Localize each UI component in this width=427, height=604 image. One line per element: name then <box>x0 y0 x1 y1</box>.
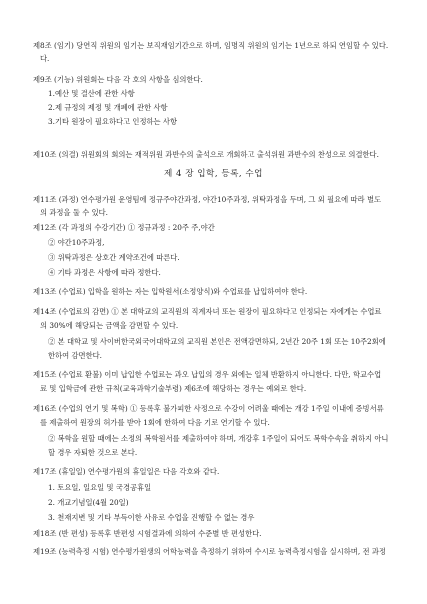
article-17-line: 제17조 (휴일일) 연수평가원의 휴일일은 다음 각호와 같다. <box>33 467 220 476</box>
article-17-item-3: 3. 천재지변 및 기타 부득이한 사유로 수업을 진행할 수 없는 경우 <box>48 513 255 522</box>
article-16-line-1: 제16조 (수업의 연기 및 복학) ① 등록후 불가피한 사정으로 수강이 어려울 때에는 개강 1주일 이내에 증빙서류 <box>33 404 384 413</box>
chapter-heading: 제 4 장 입학, 등록, 수업 <box>163 169 263 179</box>
article-11-line-2: 의 과정을 둘 수 있다. <box>40 208 108 217</box>
article-8-line-2: 다. <box>40 54 50 63</box>
article-9-item-3: 3.기타 원장이 필요하다고 인정하는 사항 <box>48 117 178 126</box>
article-14-line-2: 의 30%에 해당되는 금액을 감면할 수 있다. <box>40 321 179 330</box>
article-15-line-1: 제15조 (수업료 환불) 이미 납입한 수업료는 과오 납입의 경우 외에는 일체 반환하지 아니한다. 다만, 학교수업 <box>33 370 382 379</box>
article-17-item-1: 1. 토요일, 일요일 및 국경공휴일 <box>48 483 152 492</box>
article-17-item-2: 2. 개교기념일(4월 20일) <box>48 498 129 507</box>
article-12-line: 제12조 (각 과정의 수강기간) ① 정규과정 : 20주 주,야간 <box>33 223 215 232</box>
article-12-item-2: ② 야간10주과정, <box>48 238 105 247</box>
article-16-line-2: 를 제출하여 원장의 허가를 받아 1회에 한하여 다음 기로 연기할 수 있다. <box>40 418 270 427</box>
article-9-item-1: 1.예산 및 결산에 관한 사항 <box>48 89 135 98</box>
article-19-line: 제19조 (능력측정 시험) 연수평가원생의 어학능력을 측정하기 위하여 수시로 능력측정시험을 실시하며, 전 과정 <box>33 547 386 556</box>
article-9-line: 제9조 (기능) 위원회는 다음 각 호의 사항을 심의한다. <box>33 75 203 84</box>
article-18-line: 제18조 (반 편성) 등록후 반편성 시험결과에 의하여 수준별 반 편성한다. <box>33 529 262 538</box>
article-14-line-1: 제14조 (수업료의 감면) ① 본 대학교의 교직원의 직계자녀 또는 원장이 필요하다고 인정되는 자에게는 수업료 <box>33 307 382 316</box>
article-11-line-1: 제11조 (과정) 연수평가원 운영팀에 정규주야간과정, 야간10주과정, 위탁과정을 두며, 그 외 필요에 따라 별도 <box>33 195 382 204</box>
article-12-item-3: ③ 위탁과정은 상호간 계약조건에 따른다. <box>48 253 180 262</box>
article-14-item-2-line-2: 한하여 감면한다. <box>48 351 102 360</box>
article-9-item-2: 2.제 규정의 제정 및 개폐에 관한 사항 <box>48 103 168 112</box>
article-10-line: 제10조 (의결) 위원회의 회의는 재적위원 과반수의 출석으로 개회하고 출석위원 과반수의 찬성으로 의결한다. <box>33 150 379 159</box>
article-16-item-2-line-2: 할 경우 자퇴한 것으로 본다. <box>48 448 138 457</box>
article-14-item-2-line-1: ② 본 대학교 및 사이버한국외국어대학교의 교직원 본인은 전액감면하되, 2년간 20주 1회 또는 10주2회에 <box>48 337 386 346</box>
article-12-item-4: ④ 기타 과정은 사항에 따라 정한다. <box>48 268 161 277</box>
article-15-line-2: 료 및 입학금에 관한 규칙(교육과학기술부령) 제6조에 해당하는 경우는 예외로 한다. <box>40 384 307 393</box>
article-8-line-1: 제8조 (임기) 당연직 위원의 임기는 보직재임기간으로 하며, 임명직 위원의 임기는 1년으로 하되 연임할 수 있다. <box>33 41 389 50</box>
article-13-line: 제13조 (수업료) 입학을 원하는 자는 입학원서(소정양식)와 수업료를 납입하여야 한다. <box>33 287 308 296</box>
article-16-item-2-line-1: ② 복학을 원할 때에는 소정의 복학원서를 제출하여야 하며, 개강후 1주일이 되어도 복학수속을 취하지 아니 <box>48 434 389 443</box>
